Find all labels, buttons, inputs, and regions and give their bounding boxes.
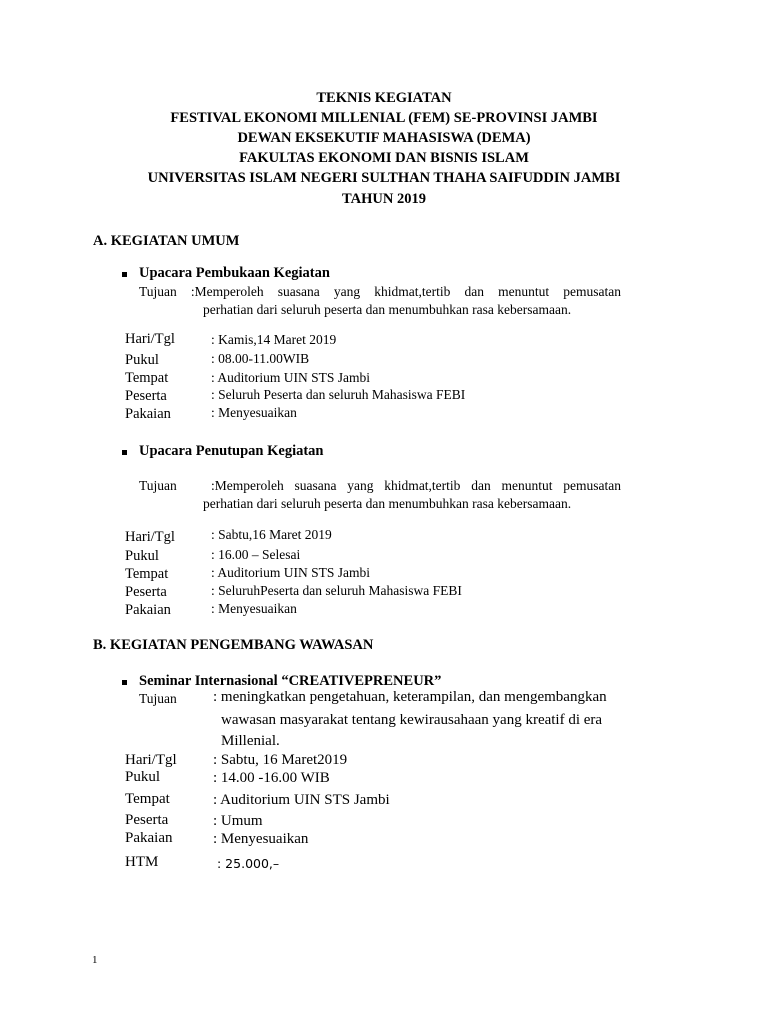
item-b1-value-pakaian: : Menyesuaikan: [213, 831, 309, 847]
item-b1-value-tempat: : Auditorium UIN STS Jambi: [213, 792, 390, 808]
item-b1-label-pukul: Pukul: [125, 769, 161, 785]
item-b1-tujuan-line2: wawasan masyarakat tentang kewirausahaan yang kreatif di era: [221, 712, 603, 728]
item-a1-value-pakaian: : Menyesuaikan: [211, 405, 297, 420]
item-a1-label-tempat: Tempat: [125, 370, 169, 386]
item-a2-tujuan-label: Tujuan: [139, 478, 177, 493]
bullet-square-icon: [122, 680, 127, 685]
bullet-square-icon: [122, 272, 127, 277]
item-b1-label-pakaian: Pakaian: [125, 830, 173, 846]
page-number: 1: [92, 954, 98, 966]
item-a2-label-tempat: Tempat: [125, 566, 169, 582]
item-a2-tujuan-line2: perhatian dari seluruh peserta dan menumbuhkan rasa kebersamaan.: [203, 496, 572, 511]
item-a2-value-pakaian: : Menyesuaikan: [211, 601, 297, 616]
item-b1-label-hari: Hari/Tgl: [125, 752, 177, 768]
item-a2-label-hari: Hari/Tgl: [125, 529, 175, 545]
doc-title-line3: DEWAN EKSEKUTIF MAHASISWA (DEMA): [237, 130, 531, 146]
item-b1-value-pukul: : 14.00 -16.00 WIB: [213, 770, 330, 786]
bullet-square-icon: [122, 450, 127, 455]
doc-title-line4: FAKULTAS EKONOMI DAN BISNIS ISLAM: [239, 150, 529, 166]
section-b-heading: B. KEGIATAN PENGEMBANG WAWASAN: [93, 637, 374, 653]
item-a2-title: Upacara Penutupan Kegiatan: [139, 443, 324, 459]
item-a1-label-pakaian: Pakaian: [125, 406, 171, 422]
item-a1-title: Upacara Pembukaan Kegiatan: [139, 265, 330, 281]
item-a2-label-pukul: Pukul: [125, 548, 159, 564]
item-b1-label-tempat: Tempat: [125, 791, 170, 807]
item-b1-title: Seminar Internasional “CREATIVEPRENEUR”: [139, 673, 442, 689]
doc-title-line5: UNIVERSITAS ISLAM NEGERI SULTHAN THAHA SAIFUDDIN JAMBI: [147, 170, 621, 186]
item-a2-tujuan-line1: :Memperoleh suasana yang khidmat,tertib dan menuntut pemusatan: [211, 478, 621, 493]
item-a2-value-pukul: : 16.00 – Selesai: [211, 547, 301, 562]
item-b1-label-htm: HTM: [125, 854, 159, 870]
item-a2-value-peserta: : SeluruhPeserta dan seluruh Mahasiswa FEBI: [211, 583, 462, 598]
item-a1-value-pukul: : 08.00-11.00WIB: [211, 351, 310, 366]
item-a1-label-hari: Hari/Tgl: [125, 331, 175, 347]
item-b1-tujuan-line1: : meningkatkan pengetahuan, keterampilan, dan mengembangkan: [213, 689, 607, 705]
item-a2-value-tempat: : Auditorium UIN STS Jambi: [211, 565, 371, 580]
section-a-heading: A. KEGIATAN UMUM: [93, 233, 240, 249]
doc-title-line2: FESTIVAL EKONOMI MILLENIAL (FEM) SE-PROVINSI JAMBI: [170, 110, 598, 126]
doc-title-line1: TEKNIS KEGIATAN: [316, 90, 452, 106]
item-a1-value-tempat: : Auditorium UIN STS Jambi: [211, 370, 371, 385]
item-b1-value-peserta: : Umum: [213, 813, 263, 829]
item-b1-value-htm: : 25.000,–: [217, 856, 280, 871]
item-b1-tujuan-line3: Millenial.: [221, 733, 280, 749]
item-b1-tujuan-label: Tujuan: [139, 691, 177, 706]
item-a1-tujuan-line1: Tujuan :Memperoleh suasana yang khidmat,tertib dan menuntut pemusatan: [139, 284, 621, 299]
doc-title-line6: TAHUN 2019: [342, 191, 426, 207]
item-a1-label-peserta: Peserta: [125, 388, 167, 404]
item-a2-label-pakaian: Pakaian: [125, 602, 171, 618]
item-a2-label-peserta: Peserta: [125, 584, 167, 600]
item-a2-value-hari: : Sabtu,16 Maret 2019: [211, 527, 332, 542]
item-a1-value-hari: : Kamis,14 Maret 2019: [211, 332, 337, 347]
item-a1-label-pukul: Pukul: [125, 352, 159, 368]
item-a1-value-peserta: : Seluruh Peserta dan seluruh Mahasiswa FEBI: [211, 387, 466, 402]
item-a1-tujuan-line2: perhatian dari seluruh peserta dan menumbuhkan rasa kebersamaan.: [203, 302, 572, 317]
item-b1-value-hari: : Sabtu, 16 Maret2019: [213, 752, 348, 768]
item-b1-label-peserta: Peserta: [125, 812, 169, 828]
